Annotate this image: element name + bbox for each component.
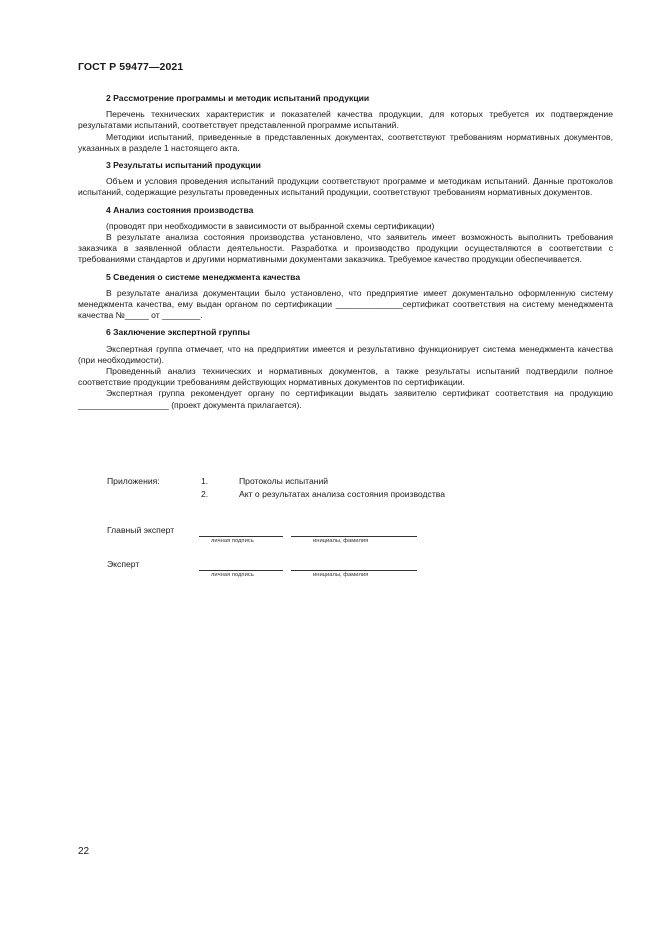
name-caption: инициалы, фамилия	[313, 572, 369, 578]
appendix-text: Протоколы испытаний	[239, 476, 329, 486]
signature-caption: личная подпись	[211, 572, 254, 578]
section-title: 6 Заключение экспертной группы	[106, 327, 250, 338]
document-body	[78, 93, 613, 417]
section-test-results	[78, 160, 613, 199]
paragraph: Экспертная группа отмечает, что на предприятии имеется и результативно функционирует система менеджмента качества (при необходимости).	[78, 343, 613, 365]
section-production-analysis	[78, 205, 613, 266]
appendix-number: 1.	[201, 476, 209, 486]
appendices-label: Приложения:	[107, 476, 160, 486]
signature-caption: личная подпись	[211, 538, 254, 544]
section-quality-management	[78, 272, 613, 322]
section-title: 2 Рассмотрение программы и методик испытаний продукции	[106, 93, 370, 103]
document-header: ГОСТ Р 59477—2021	[78, 61, 184, 73]
page-number: 22	[78, 846, 90, 857]
appendix-number: 2.	[201, 489, 209, 499]
paragraph: В результате анализа состояния производства установлено, что заявитель имеет возможность выполнить требования заказчика в заявленной области деятельности. Разработка и производство продукции осуществляются в соответствии с требованиями стандартов и другими нормативными документами заказчика. Требуемое качество продукции обеспечивается.	[78, 232, 613, 265]
paragraph: Объем и условия проведения испытаний продукции соответствуют программе и методикам испытаний. Данные протоколов испытаний, содержащие результаты проведенных испытаний продукции, соответствуют требованиям нормативных документов.	[78, 176, 613, 198]
appendix-item	[201, 488, 445, 501]
appendix-text: Акт о результатах анализа состояния производства	[239, 489, 446, 499]
signature-line	[199, 536, 283, 537]
signature-role: Главный эксперт	[107, 525, 175, 535]
section-title: 3 Результаты испытаний продукции	[106, 160, 261, 171]
signature-line	[199, 570, 283, 571]
appendix-item	[201, 475, 328, 488]
name-line	[291, 570, 417, 571]
paragraph: (проводят при необходимости в зависимости от выбранной схемы сертификации)	[106, 220, 435, 231]
name-line	[291, 536, 417, 537]
section-program-review	[78, 93, 613, 154]
paragraph: Проведенный анализ технических и нормативных документов, а также результаты испытаний подтвердили полное соответствие продукции требованиям действующих нормативных документов по сертификации.	[78, 366, 613, 388]
section-expert-conclusion	[78, 327, 613, 410]
section-title: 5 Сведения о системе менеджмента качества	[106, 271, 301, 282]
paragraph: Экспертная группа рекомендует органу по сертификации выдать заявителю сертификат соответствия на продукцию ___________________ (проект документа прилагается).	[78, 388, 613, 410]
paragraph: В результате анализа документации было установлено, что предприятие имеет документально оформленную систему менеджмента качества, ему выдан органом по сертификации ______________сертификат соответствия на систему менеджмента качества №_____ от ________.	[78, 287, 613, 321]
name-caption: инициалы, фамилия	[313, 538, 369, 544]
paragraph: Методики испытаний, приведенные в представленных документах, соответствуют требованиям нормативных документов, указанных в разделе 1 настоящего акта.	[78, 131, 613, 153]
paragraph: Перечень технических характеристик и показателей качества продукции, для которых требуется их подтверждение результатами испытаний, соответствует представленной программе испытаний.	[78, 109, 613, 131]
section-title: 4 Анализ состояния производства	[106, 204, 254, 215]
signature-role: Эксперт	[107, 559, 140, 569]
